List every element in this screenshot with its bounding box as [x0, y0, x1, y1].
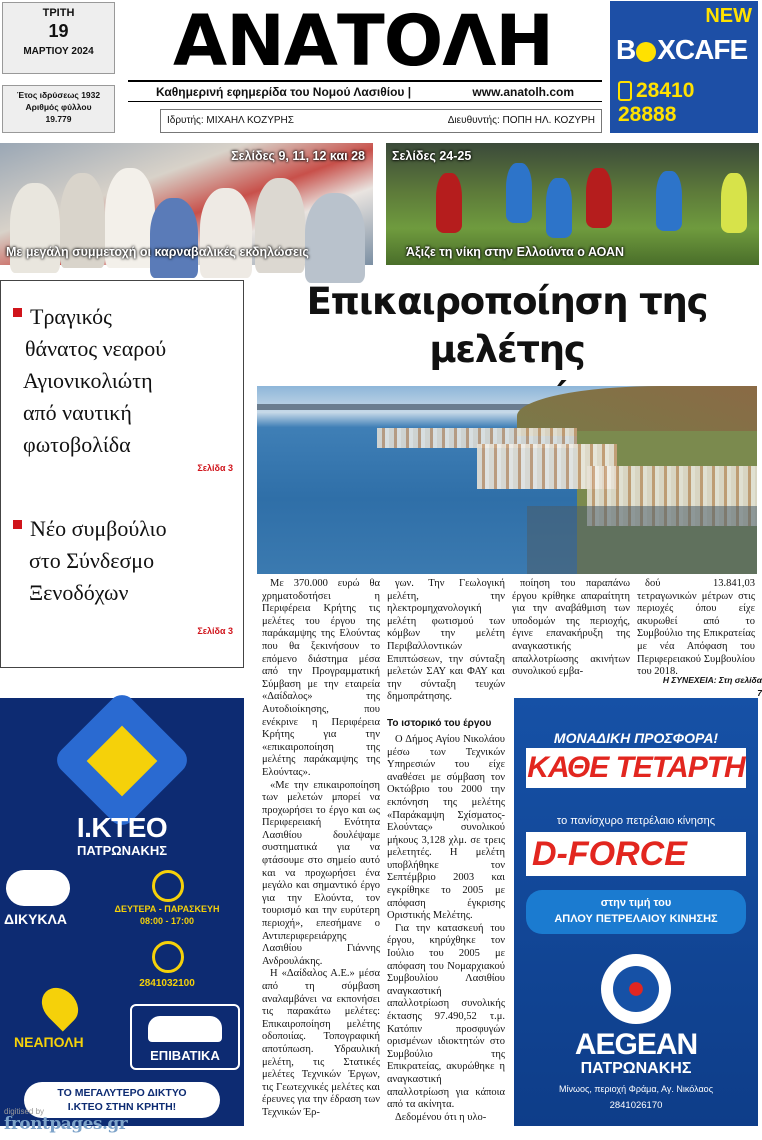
aegean-when: ΚΑΘΕ ΤΕΤΑΡΤΗ: [526, 748, 746, 788]
article-col-1: Με 370.000 ευρώ θα χρηματοδοτήσει η Περιφέρεια Κρήτης τις μελέτες του έργου της παράκαμψης της Ελούντας που θα ξεκινήσουν το επόμενο διάστημα μέσα από την Προγραμματική Σύμβαση με την εταιρεία «Δαίδαλος» της Αυτοδιοίκησης, που ενέκρινε η Περιφέρεια Κρήτης για την «επικαιροποίηση της μελέτης παράκαμψης της Ελούντας». «Με την επικαιροποίηση των μελετών μπορεί να προχωρήσει το έργο και ως Περιφερειακή Ενότητα Λασιθίου δουλέψαμε συστηματικά για να φτάσουμε στο σημείο αυτό και να προχωρήσει ένα μεγάλο και σημαντικό έργο για την Ελούντα, τον τουρισμό και την ευρύτερη περιοχή», επεσήμανε ο Αντιπεριφερειάρχης Λασιθίου Γιάννης Ανδρουλάκης. Η «Δαίδαλος Α.Ε.» μέσα από τη σύμβαση αναλαμβάνει να εκπονήσει τις παρακάτω μελέτες: Επικαιροποίηση μελέτης οδοποιίας. Τοπογραφική αποτύπωση. Υδραυλική μελέτη, τις Στατικές μελέτες Τεχνικών Έργων, τις Γεωτεχνικές μελέτες και έρευνες για την έδραση των Τεχνικών Έρ-: [262, 578, 380, 1118]
aegean-flower-icon: [613, 966, 659, 1012]
aegean-phone: 2841026170: [609, 1100, 663, 1111]
car-icon: [148, 1016, 222, 1042]
founder: Ιδρυτής: ΜΙΧΑΗΛ ΚΟΖΥΡΗΣ: [167, 115, 294, 126]
kteo-hours: 08:00 - 17:00: [139, 916, 195, 926]
side-story-1-page[interactable]: Σελίδα 3: [197, 463, 233, 473]
website-link[interactable]: www.anatolh.com: [472, 85, 574, 99]
founded-year: Έτος ιδρύσεως 1932: [16, 90, 101, 100]
teaser-2-caption: Άξιζε τη νίκη στην Ελλοúντα ο ΑΟΑΝ: [406, 245, 625, 259]
kteo-days: ΔΕΥΤΕΡΑ - ΠΑΡΑΣΚΕΥΗ: [114, 904, 220, 914]
article-col-3: ποίηση του παραπάνω έργου κρίθηκε απαραίτητη για την αναβάθμιση των υποδομών της περιοχής, έγινε επανακήρυξη της αναγκαστικής απαλλοτρίωσης ακινήτων συνολικού εμβα-: [512, 578, 630, 678]
kteo-cars: ΕΠΙΒΑΤΙΚΑ: [150, 1048, 220, 1063]
teaser-1-pages: Σελίδες 9, 11, 12 και 28: [231, 149, 365, 163]
football-photo[interactable]: [386, 143, 759, 265]
aegean-price-box: στην τιμή του ΑΠΛΟΥ ΠΕΤΡΕΛΑΙΟΥ ΚΙΝΗΣΗΣ: [526, 890, 746, 934]
bullet-square-icon: [13, 520, 22, 529]
location-pin-icon: [35, 981, 86, 1032]
issue-label: Αριθμός φύλλου: [25, 102, 92, 112]
date-box: [2, 2, 115, 74]
weekday: ΤΡΙΤΗ: [42, 7, 75, 19]
aegean-ad[interactable]: [514, 698, 758, 1126]
frontpages-watermark: frontpages.gr: [4, 1114, 128, 1134]
clock-icon: [152, 870, 184, 902]
side-story-1[interactable]: Τραγικός θάνατος νεαρού Αγιονικολιώτη από ναυτική φωτοβολίδα: [13, 301, 166, 461]
phone-icon: [152, 941, 184, 973]
boxcafe-name-left: B: [616, 34, 636, 65]
boxcafe-ad[interactable]: [610, 1, 758, 133]
continued-link[interactable]: Η ΣΥΝΕΧΕΙΑ: Στη σελίδα 7: [662, 675, 762, 698]
boxcafe-phone: 28410 28888: [618, 79, 695, 126]
elounda-aerial-photo[interactable]: [257, 386, 757, 574]
aegean-offer: ΜΟΝΑΔΙΚΗ ΠΡΟΣΦΟΡΑ!: [553, 730, 719, 746]
kteo-sub: ΠΑΤΡΩΝΑΚΗΣ: [76, 843, 168, 858]
phone-icon: [618, 81, 632, 101]
article-col-2: γων. Την Γεωλογική μελέτη, την ηλεκτρομηχανολογική μελέτη φωτισμού των κόμβων την μελέτη Περιβαλλοντικών Επιπτώσεων, την σύνταξη μελετών ΣΑΥ και ΦΑΥ και την σύνταξη τευχών δημοπράτησης. Το ιστορικό του έργου Ο Δήμος Αγίου Νικολάου μέσω των Τεχνικών Υπηρεσιών του είχε αναθέσει με σύμβαση τον Οκτώβριο του 2000 την εκπόνηση της μελέτης «Παράκαμψη Σχίσματος-Ελούντας» συνολικού μήκους 3,128 χλμ. σε τρεις μελετητές. Η μελέτη υποβλήθηκε τον Σεπτέμβριο 2003 και εγκρίθηκε το 2005 με απόφαση έγκρισης Οριστικής Μελέτης. Για την κατασκευή του έργου, κηρύχθηκε τον Ιούλιο του 2005 με απόφαση του Νομαρχιακού Συμβουλίου Λασιθίου αναγκαστική απαλλοτρίωση συνολικής έκτασης 97.490,52 τ.μ. Κατόπιν προσφυγών ορισμένων ιδιοκτητών στο Συμβούλιο της Επικρατείας, ακυρώθηκε η αναγκαστική απαλλοτρίωση για κάποια από τα ακίνητα. Δεδομένου ότι η υλο-: [387, 578, 505, 1123]
aegean-owner: ΠΑΤΡΩΝΑΚΗΣ: [580, 1060, 692, 1077]
aegean-brand: AEGEAN: [574, 1028, 698, 1061]
kteo-phone: 2841032100: [139, 978, 195, 989]
boxcafe-name: [616, 34, 747, 66]
carnival-photo[interactable]: [0, 143, 373, 265]
kteo-slogan: ΤΟ ΜΕΓΑΛΥΤΕΡΟ ΔΙΚΤΥΟ Ι.ΚΤΕΟ ΣΤΗΝ ΚΡΗΤΗ!: [24, 1082, 220, 1118]
kteo-bikes: ΔΙΚΥΚΛΑ: [4, 911, 67, 927]
aegean-fuel-line: το πανίσχυρο πετρέλαιο κίνησης: [556, 815, 716, 827]
aegean-address: Μίνωος, περιοχή Φράμα, Αγ. Νικόλαος: [558, 1084, 714, 1094]
masthead-title: ΑΝΑΤΟΛΗ: [173, 0, 553, 82]
motorbike-icon: [6, 870, 70, 906]
director: Διευθυντής: ΠΟΠΗ ΗΛ. ΚΟΖΥΡΗ: [447, 115, 595, 126]
tagline: Καθημερινή εφημερίδα του Νομού Λασιθίου |: [156, 85, 412, 99]
issue-info-box: [2, 85, 115, 133]
issue-number: 19.779: [45, 114, 72, 124]
digitised-by: digitised by: [4, 1107, 45, 1116]
main-headline[interactable]: Επικαιροποίηση της μελέτης: [306, 280, 708, 371]
teaser-2-pages: Σελίδες 24-25: [392, 149, 472, 163]
kteo-brand: Ι.ΚΤΕΟ: [76, 812, 168, 843]
month-year: ΜΑΡΤΙΟΥ 2024: [23, 46, 94, 57]
boxcafe-name-right: XCAFE: [657, 34, 748, 65]
article-col-4: δού 13.841,03 τετραγωνικών μέτρων στις περιοχές όπου είχε ακυρωθεί από το Συμβούλιο της Επικρατείας με νέα Απόφαση του Περιφερειακού Συμβουλίου του 2018.: [637, 578, 755, 678]
kteo-place: ΝΕΑΠΟΛΗ: [14, 1034, 84, 1050]
side-stories-box: [0, 280, 244, 668]
kteo-ad[interactable]: [0, 698, 244, 1126]
side-story-2[interactable]: Νέο συμβούλιο στο Σύνδεσμο Ξενοδόχων: [13, 513, 167, 609]
day-number: 19: [48, 21, 69, 41]
masthead-tagline-bar: [128, 80, 602, 102]
bullet-square-icon: [13, 308, 22, 317]
staff-bar: [160, 109, 602, 133]
teaser-1-caption: Με μεγάλη συμμετοχή οι καρναβαλικές εκδηλώσεις: [6, 245, 309, 259]
new-label: NEW: [705, 5, 752, 27]
side-story-2-page[interactable]: Σελίδα 3: [197, 626, 233, 636]
aegean-product: D-FORCE: [526, 832, 746, 876]
coffee-cup-icon: [636, 42, 656, 62]
article-subhead: Το ιστορικό του έργου: [387, 717, 492, 729]
